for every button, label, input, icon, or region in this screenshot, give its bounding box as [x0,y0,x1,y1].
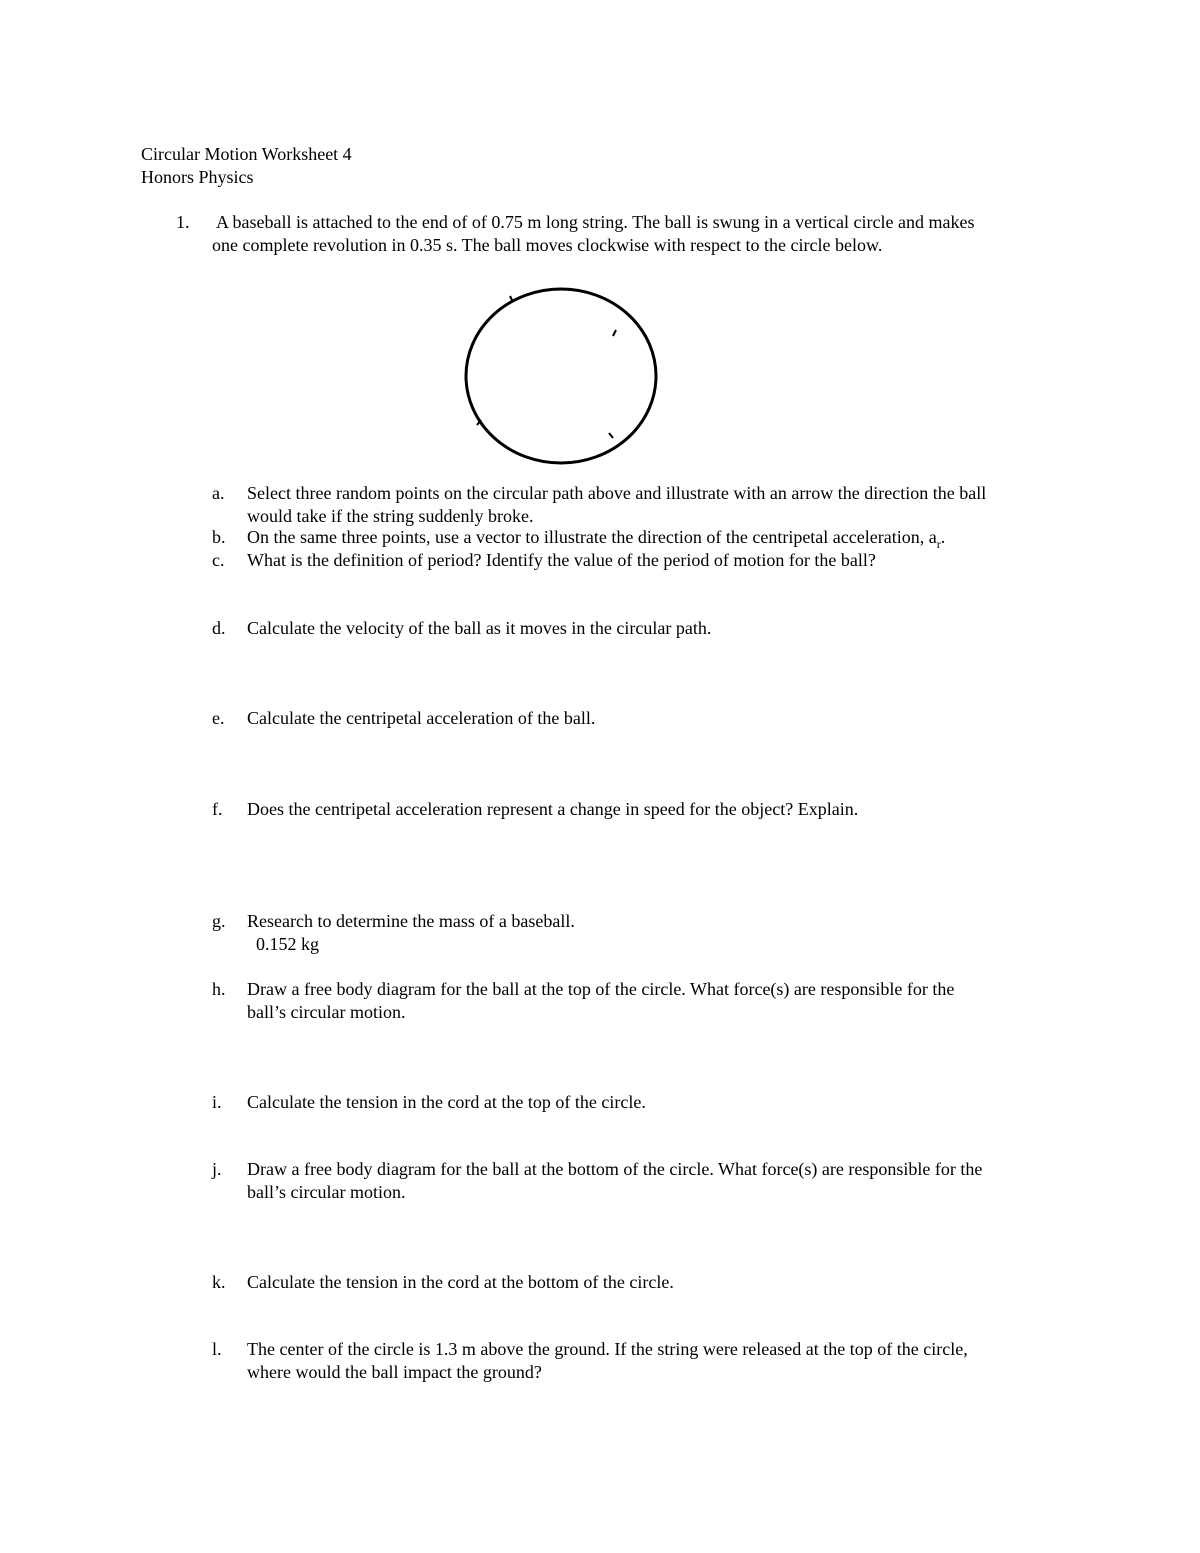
part-b-subscript: r [936,537,941,551]
course-name: Honors Physics [141,167,254,187]
part-a-text-line-1: Select three random points on the circular path above and illustrate with an arrow the direction the ball [247,483,987,503]
tick-mark [613,330,616,336]
part-c-text: What is the definition of period? Identify the value of the period of motion for the ball? [247,550,876,570]
circle-path [466,289,656,463]
part-l-text-line-1: The center of the circle is 1.3 m above the ground. If the string were released at the top of the circle, [247,1339,968,1359]
part-b-text-line-1: On the same three points, use a vector to illustrate the direction of the centripetal acceleration, a [247,527,937,547]
part-g-text: Research to determine the mass of a baseball. [247,911,575,931]
part-k-label: k. [212,1272,226,1292]
worksheet-title: Circular Motion Worksheet 4 [141,144,352,164]
part-b-suffix: . [940,527,946,547]
part-k-text: Calculate the tension in the cord at the bottom of the circle. [247,1272,674,1292]
part-i-label: i. [212,1092,222,1112]
part-j-text-line-1: Draw a free body diagram for the ball at the bottom of the circle. What force(s) are responsible for the [247,1159,983,1179]
part-l-text-line-2: where would the ball impact the ground? [247,1362,542,1382]
part-i-text: Calculate the tension in the cord at the top of the circle. [247,1092,646,1112]
part-f-text: Does the centripetal acceleration represent a change in speed for the object? Explain. [247,799,859,819]
part-j-text-line-2: ball’s circular motion. [247,1182,406,1202]
part-f-label: f. [212,799,223,819]
part-l-label: l. [212,1339,222,1359]
part-e-label: e. [212,708,225,728]
part-h-text-line-2: ball’s circular motion. [247,1002,406,1022]
tick-mark [609,433,613,438]
part-a-text-line-2: would take if the string suddenly broke. [247,506,534,526]
part-b-label: b. [212,527,226,547]
part-d-label: d. [212,618,226,638]
part-h-text-line-1: Draw a free body diagram for the ball at the top of the circle. What force(s) are responsible for the [247,979,955,999]
part-g-label: g. [212,911,226,931]
question-text-line-2: one complete revolution in 0.35 s. The ball moves clockwise with respect to the circle below. [212,235,883,255]
part-j-label: j. [212,1159,222,1179]
question-number: 1. [176,212,190,232]
part-d-text: Calculate the velocity of the ball as it moves in the circular path. [247,618,712,638]
part-c-label: c. [212,550,225,570]
part-b-text [247,526,945,551]
circular-path-diagram [460,282,664,470]
question-text-line-1: A baseball is attached to the end of of 0.75 m long string. The ball is swung in a vertical circle and makes [216,212,975,232]
part-a-label: a. [212,483,225,503]
part-h-label: h. [212,979,226,999]
part-g-answer: 0.152 kg [256,934,319,954]
part-e-text: Calculate the centripetal acceleration of the ball. [247,708,596,728]
